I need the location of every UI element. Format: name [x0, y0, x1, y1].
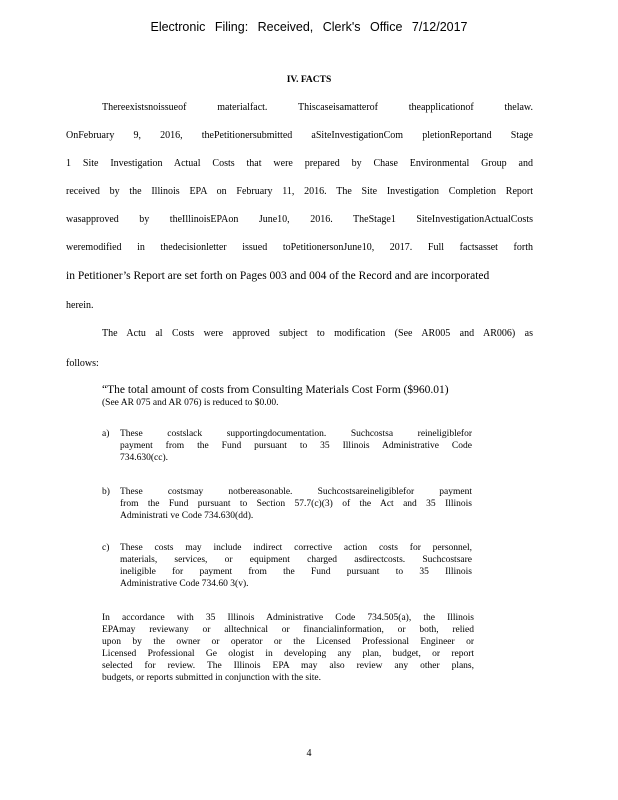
paragraph1-line-2: OnFebruary 9, 2016, thePetitionersubmitted aSiteInvestigationCom pletionReportand Stage: [66, 130, 533, 141]
list-item-line: These costslack supportingdocumentation. Suchcostsa reineligiblefor: [120, 429, 472, 439]
list-item-c: [102, 542, 472, 590]
list-item-line: 734.630(cc).: [120, 453, 169, 463]
paragraph1-line-7: in Petitioner’s Report are set forth on Pages 003 and 004 of the Record and are incorporated: [66, 270, 490, 282]
paragraph1-line-6: weremodified in thedecisionletter issued toPetitionersonJune10, 2017. Full factsasset forth: [66, 242, 533, 253]
list-item-line: Administrative Code 734.60 3(v).: [120, 579, 249, 589]
list-item-marker: b): [102, 487, 110, 497]
page-number: 4: [306, 748, 312, 759]
paragraph1-line-1: Thereexistsnoissueof materialfact. Thiscaseisamatterof theapplicationof thelaw.: [102, 102, 533, 113]
paragraph2-line-1: The Actu al Costs were approved subject to modification (See AR005 and AR006) as: [102, 328, 533, 339]
paragraph1-line-3: 1 Site Investigation Actual Costs that were prepared by Chase Environmental Group and: [66, 158, 533, 169]
quote-intro: [102, 384, 474, 409]
list-item-a: [102, 428, 472, 464]
list-item-marker: c): [102, 543, 110, 553]
closing-paragraph: [102, 612, 474, 684]
paragraph1-line-4: received by the Illinois EPA on February 11, 2016. The Site Investigation Completion Report: [66, 186, 533, 197]
quote-intro-line-1: “The total amount of costs from Consulting Materials Cost Form ($960.01): [102, 384, 449, 396]
closing-line: budgets, or reports submitted in conjunction with the site.: [102, 673, 321, 683]
list-item-line: These costsmay notbereasonable. Suchcostsareineligiblefor payment: [120, 487, 472, 497]
paragraph1-line-5: wasapproved by theIllinoisEPAon June10, 2016. TheStage1 SiteInvestigationActualCosts: [66, 214, 533, 225]
list-item-marker: a): [102, 429, 110, 439]
quote-intro-line-2: (See AR 075 and AR 076) is reduced to $0.00.: [102, 398, 279, 408]
list-item-b: [102, 486, 472, 522]
closing-line: upon by the owner or operator or the Licensed Professional Engineer or: [102, 637, 474, 647]
paragraph1-line-8: herein.: [66, 300, 94, 311]
closing-line: selected for review. The Illinois EPA may also review any other plans,: [102, 661, 474, 671]
list-item-line: ineligible for payment from the Fund pursuant to 35 Illinois: [120, 567, 472, 577]
list-item-line: materials, services, or equipment charged asdirectcosts. Suchcostsare: [120, 555, 472, 565]
closing-line: EPAmay reviewany or alltechnical or financialinformation, or both, relied: [102, 625, 474, 635]
filing-stamp-header: Electronic Filing: Received, Clerk's Office 7/12/2017: [150, 20, 468, 34]
closing-line: In accordance with 35 Illinois Administrative Code 734.505(a), the Illinois: [102, 613, 474, 623]
list-item-line: from the Fund pursuant to Section 57.7(c)(3) of the Act and 35 Illinois: [120, 499, 472, 509]
closing-line: Licensed Professional Ge ologist in developing any plan, budget, or report: [102, 649, 474, 659]
list-item-line: Administrati ve Code 734.630(dd).: [120, 511, 254, 521]
paragraph2-line-2: follows:: [66, 358, 99, 369]
list-item-line: These costs may include indirect corrective action costs for personnel,: [120, 543, 472, 553]
section-heading: IV. FACTS: [286, 75, 332, 85]
list-item-line: payment from the Fund pursuant to 35 Illinois Administrative Code: [120, 441, 472, 451]
